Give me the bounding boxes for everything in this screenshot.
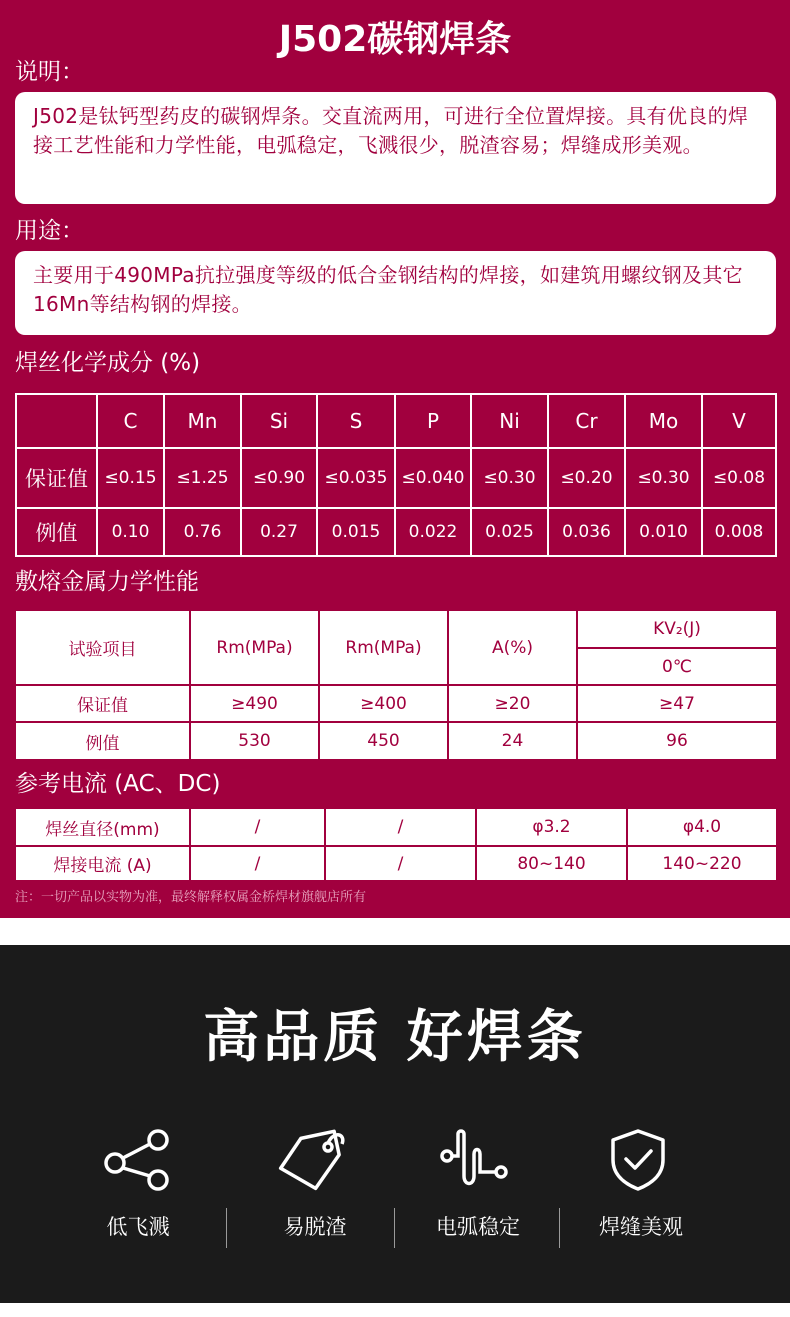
usage-text: 主要用于490MPa抗拉强度等级的低合金钢结构的焊接，如建筑用螺纹钢及其它16Mn等结构钢的焊接。: [33, 263, 743, 316]
table-cell: 96: [577, 722, 777, 760]
table-row: [15, 808, 777, 846]
slogan-heading: 高品质 好焊条: [203, 1005, 587, 1070]
table-row: [15, 722, 777, 760]
chemistry-label: 焊丝化学成分 (%): [15, 350, 201, 376]
usage-label: 用途：: [15, 218, 84, 244]
table-cell: /: [190, 808, 325, 846]
table-cell: 0.10: [97, 508, 164, 556]
mechanical-label: 敷熔金属力学性能: [15, 569, 199, 595]
table-cell: 24: [448, 722, 577, 760]
column-header: Rm(MPa): [190, 610, 319, 685]
table-cell: /: [190, 846, 325, 881]
column-subheader: 0℃: [577, 648, 777, 685]
page-title: J502碳钢焊条: [278, 19, 512, 60]
chemistry-header-row: [16, 394, 776, 448]
column-header: C: [97, 394, 164, 448]
description-text: J502是钛钙型药皮的碳钢焊条。交直流两用，可进行全位置焊接。具有优良的焊接工艺性能和力学性能，电弧稳定，飞溅很少，脱渣容易；焊缝成形美观。: [33, 104, 749, 157]
table-cell: φ3.2: [476, 808, 627, 846]
table-cell: ≤0.30: [471, 448, 548, 508]
feature-divider: [226, 1208, 227, 1248]
feature-band: [0, 945, 790, 1303]
table-cell: 0.76: [164, 508, 241, 556]
description-box: [15, 92, 776, 204]
table-cell: ≥490: [190, 685, 319, 722]
table-cell: ≤0.15: [97, 448, 164, 508]
table-cell: ≤0.30: [625, 448, 702, 508]
shield-check-icon: [603, 1128, 673, 1192]
row-header: 焊接电流 (A): [15, 846, 190, 881]
feature-divider: [559, 1208, 560, 1248]
price-tag-icon: [276, 1128, 346, 1192]
table-cell: /: [325, 846, 476, 881]
table-cell: ≤1.25: [164, 448, 241, 508]
table-cell: ≤0.040: [395, 448, 471, 508]
table-cell: ≤0.035: [317, 448, 395, 508]
row-header: 例值: [15, 722, 190, 760]
column-header: Mn: [164, 394, 241, 448]
table-cell: 450: [319, 722, 448, 760]
column-header: P: [395, 394, 471, 448]
column-header: V: [702, 394, 776, 448]
table-cell: ≤0.08: [702, 448, 776, 508]
feature-divider: [394, 1208, 395, 1248]
table-cell: ≥47: [577, 685, 777, 722]
current-table: [14, 807, 778, 882]
row-header: 焊丝直径(mm): [15, 808, 190, 846]
feature-label: 低飞溅: [106, 1215, 170, 1239]
feature-label: 易脱渣: [283, 1215, 347, 1239]
table-row: [15, 846, 777, 881]
table-corner-cell: [16, 394, 97, 448]
row-header: 保证值: [15, 685, 190, 722]
usage-box: [15, 251, 776, 335]
feature-label: 电弧稳定: [436, 1215, 520, 1239]
table-row: [16, 448, 776, 508]
table-cell: ≤0.90: [241, 448, 317, 508]
description-label: 说明：: [15, 59, 84, 85]
table-cell: 0.022: [395, 508, 471, 556]
table-cell: 140~220: [627, 846, 777, 881]
table-cell: 0.27: [241, 508, 317, 556]
current-label: 参考电流 (AC、DC): [15, 771, 221, 797]
column-header: Rm(MPa): [319, 610, 448, 685]
table-cell: 0.008: [702, 508, 776, 556]
table-row: [16, 508, 776, 556]
mechanical-header-row: [15, 610, 777, 648]
row-header: 保证值: [16, 448, 97, 508]
table-row: [15, 685, 777, 722]
share-nodes-icon: [103, 1128, 173, 1192]
table-cell: 0.010: [625, 508, 702, 556]
column-header: Si: [241, 394, 317, 448]
table-cell: 0.036: [548, 508, 625, 556]
column-header: Mo: [625, 394, 702, 448]
feature-label: 焊缝美观: [599, 1215, 683, 1239]
table-cell: ≤0.20: [548, 448, 625, 508]
table-cell: 80~140: [476, 846, 627, 881]
table-cell: 530: [190, 722, 319, 760]
table-cell: ≥400: [319, 685, 448, 722]
column-header: KV₂(J): [577, 610, 777, 648]
table-cell: 0.025: [471, 508, 548, 556]
column-header: A(%): [448, 610, 577, 685]
table-cell: φ4.0: [627, 808, 777, 846]
column-header: Ni: [471, 394, 548, 448]
disclaimer-note: 注：一切产品以实物为准，最终解释权属金桥焊材旗舰店所有: [15, 890, 367, 905]
mechanical-table: [14, 609, 778, 761]
column-header: Cr: [548, 394, 625, 448]
table-cell: 0.015: [317, 508, 395, 556]
table-cell: /: [325, 808, 476, 846]
chemistry-table: [15, 393, 777, 557]
column-header: 试验项目: [15, 610, 190, 685]
arc-wave-icon: [440, 1128, 510, 1192]
row-header: 例值: [16, 508, 97, 556]
column-header: S: [317, 394, 395, 448]
table-cell: ≥20: [448, 685, 577, 722]
